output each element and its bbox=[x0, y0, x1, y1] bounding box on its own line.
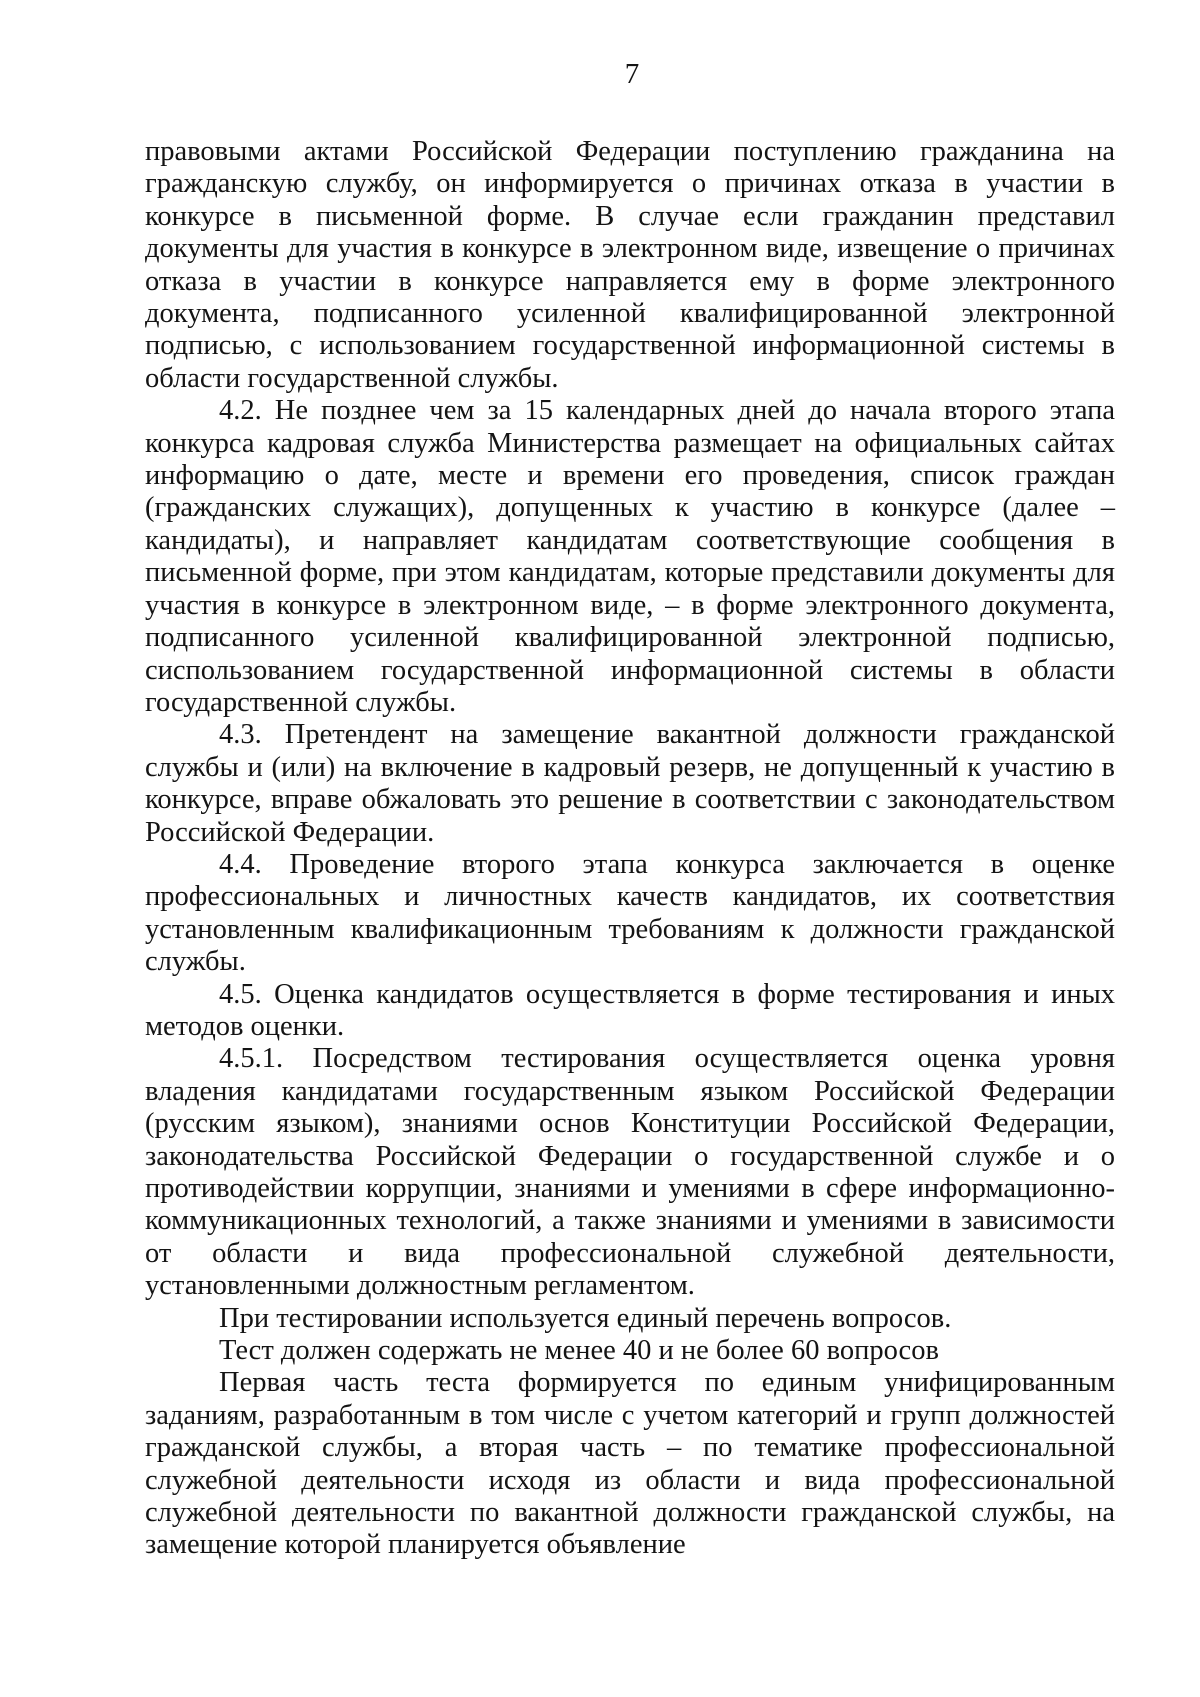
page-number: 7 bbox=[624, 58, 640, 90]
paragraph-4-5-1: 4.5.1. Посредством тестирования осуществляется оценка уровня владения кандидатами государственным языком Российской Федерации (русским языком), знаниями основ Конституции Российской Федерации, законодательства Российской Федерации о государственной службе и о противодействии коррупции, знаниями и умениями в сфере информационно-коммуникационных технологий, а также знаниями и умениями в зависимости от области и вида профессиональной служебной деятельности, установленными должностным регламентом. bbox=[145, 1043, 1115, 1302]
document-body bbox=[145, 136, 1115, 1562]
paragraph-4-5: 4.5. Оценка кандидатов осуществляется в форме тестирования и иных методов оценки. bbox=[145, 978, 1115, 1042]
paragraph-4-2: 4.2. Не позднее чем за 15 календарных дней до начала второго этапа конкурса кадровая служба Министерства размещает на официальных сайтах информацию о дате, месте и времени его проведения, список граждан (гражданских служащих), допущенных к участию в конкурсе (далее – кандидаты), и направляет кандидатам соответствующие сообщения в письменной форме, при этом кандидатам, которые представили документы для участия в конкурсе в электронном виде, – в форме электронного документа, подписанного усиленной квалифицированной электронной подписью, сиспользованием государственной информационной системы в области государственной службы. bbox=[145, 395, 1115, 718]
paragraph-continuation: правовыми актами Российской Федерации поступлению гражданина на гражданскую службу, он информируется о причинах отказа в участии в конкурсе в письменной форме. В случае если гражданин представил документы для участия в конкурсе в электронном виде, извещение о причинах отказа в участии в конкурсе направляется ему в форме электронного документа, подписанного усиленной квалифицированной электронной подписью, с использованием государственной информационной системы в области государственной службы. bbox=[145, 136, 1115, 394]
paragraph-4-3: 4.3. Претендент на замещение вакантной должности гражданской службы и (или) на включение в кадровый резерв, не допущенный к участию в конкурсе, вправе обжаловать это решение в соответствии с законодательством Российской Федерации. bbox=[145, 719, 1115, 848]
paragraph-4-4: 4.4. Проведение второго этапа конкурса заключается в оценке профессиональных и личностных качеств кандидатов, их соответствия установленным квалификационным требованиям к должности гражданской службы. bbox=[145, 848, 1115, 978]
paragraph-test-parts: Первая часть теста формируется по единым унифицированным заданиям, разработанным в том числе с учетом категорий и групп должностей гражданской службы, а вторая часть – по тематике профессиональной служебной деятельности исходя из области и вида профессиональной служебной деятельности по вакантной должности гражданской службы, на замещение которой планируется объявление bbox=[145, 1367, 1115, 1561]
paragraph-question-count: Тест должен содержать не менее 40 и не более 60 вопросов bbox=[219, 1335, 939, 1367]
paragraph-single-question-list: При тестировании используется единый перечень вопросов. bbox=[219, 1302, 952, 1334]
